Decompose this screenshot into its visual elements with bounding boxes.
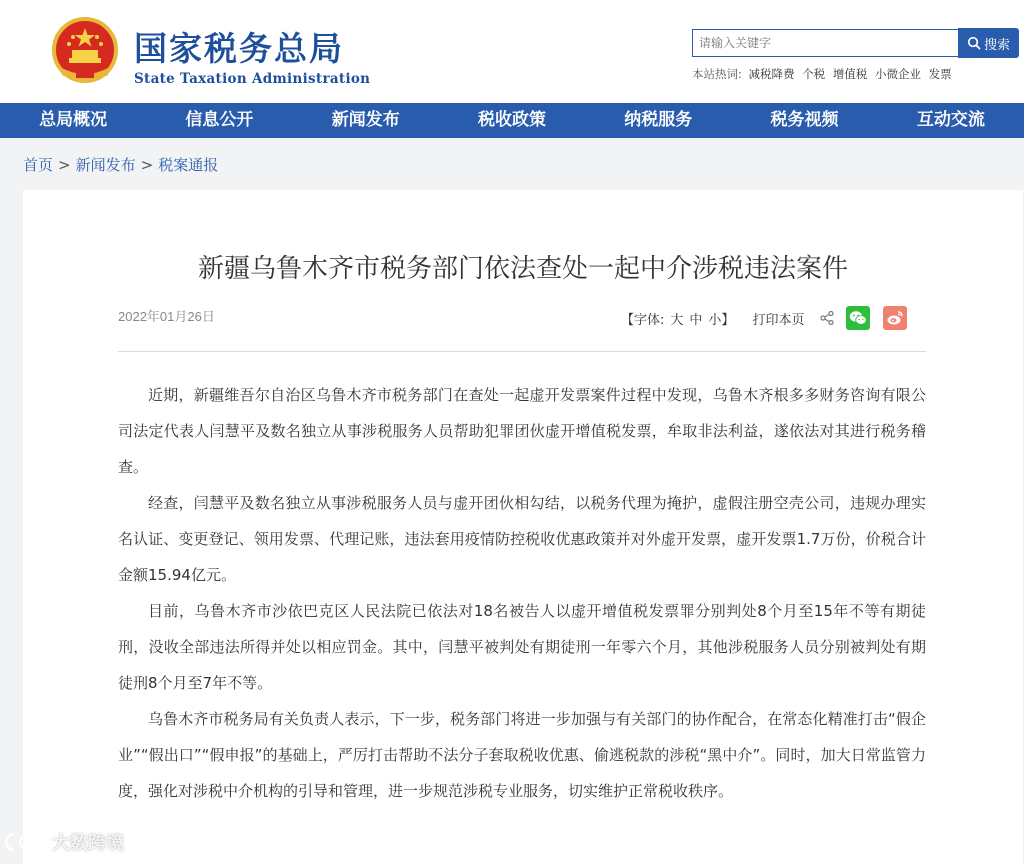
search-button-label: 搜索 xyxy=(983,36,1010,52)
search-icon xyxy=(967,36,981,50)
article-body xyxy=(118,377,926,809)
main-nav xyxy=(0,103,1024,138)
nav-item-info-disclosure[interactable]: 信息公开 xyxy=(185,110,254,130)
title-divider xyxy=(118,351,926,352)
watermark xyxy=(4,829,124,855)
site-title[interactable]: 国家税务总局 xyxy=(134,29,344,68)
breadcrumb xyxy=(23,154,218,175)
article-paragraph: 乌鲁木齐市税务局有关负责人表示，下一步，税务部门将进一步加强与有关部门的协作配合，在常态化精准打击“假企业”“假出口”“假申报”的基础上，严厉打击帮助不法分子套取税收优惠、偷逃税款的涉税“黑中介”。同时，加大日常监管力度，强化对涉税中介机构的引导和管理，进一步规范涉税专业服务，切实维护正常税收秩序。 xyxy=(118,710,926,800)
article-tools xyxy=(621,306,907,330)
nav-item-news[interactable]: 新闻发布 xyxy=(331,110,400,130)
breadcrumb-separator: > xyxy=(140,156,154,174)
hotword-link[interactable]: 增值税 xyxy=(832,67,868,81)
breadcrumb-separator: > xyxy=(58,156,71,174)
breadcrumb-home[interactable]: 首页 xyxy=(23,156,54,174)
breadcrumb-tax-cases[interactable]: 税案通报 xyxy=(158,156,219,174)
font-size-large[interactable]: 大 xyxy=(670,312,684,328)
font-size-medium[interactable]: 中 xyxy=(689,312,703,328)
nav-item-video[interactable]: 税务视频 xyxy=(770,110,839,130)
article-date: 2022年01月26日 xyxy=(118,309,215,324)
article-paragraph: 目前，乌鲁木齐市沙依巴克区人民法院已依法对18名被告人以虚开增值税发票罪分别判处8个月至15年不等有期徒刑，没收全部违法所得并处以相应罚金。其中，闫慧平被判处有期徒刑一年零六个月，其他涉税服务人员分别被判处有期徒刑8个月至7年不等。 xyxy=(118,602,926,692)
nav-item-taxpayer-service[interactable]: 纳税服务 xyxy=(624,110,693,130)
print-button[interactable]: 打印本页 xyxy=(752,312,805,328)
hotword-link[interactable]: 个税 xyxy=(802,67,826,81)
nav-item-interaction[interactable]: 互动交流 xyxy=(916,110,985,130)
weibo-share-button[interactable] xyxy=(883,306,907,330)
wechat-icon xyxy=(849,310,867,326)
watermark-text: 大数跨境 xyxy=(52,833,124,854)
font-size-small[interactable]: 小】 xyxy=(708,312,735,328)
site-subtitle: State Taxation Administration xyxy=(134,71,371,87)
nav-item-tax-policy[interactable]: 税收政策 xyxy=(477,110,546,130)
hotwords-label: 本站热词: xyxy=(692,67,742,81)
article-container xyxy=(23,190,1023,864)
nav-item-overview[interactable]: 总局概况 xyxy=(39,110,108,130)
search-button[interactable] xyxy=(958,28,1019,58)
watermark-logo-icon xyxy=(4,830,48,854)
hotwords xyxy=(692,66,956,82)
article-paragraph: 经查，闫慧平及数名独立从事涉税服务人员与虚开团伙相勾结，以税务代理为掩护，虚假注册空壳公司，违规办理实名认证、变更登记、领用发票、代理记账，违法套用疫情防控税收优惠政策并对外虚开发票，虚开发票1.7万份，价税合计金额15.94亿元。 xyxy=(118,494,926,584)
font-size-label: 【字体: xyxy=(621,312,665,328)
search-input[interactable] xyxy=(692,29,959,57)
share-icon[interactable] xyxy=(820,311,834,325)
hotword-link[interactable]: 减税降费 xyxy=(748,67,795,81)
site-header xyxy=(0,0,1024,103)
article-paragraph: 近期，新疆维吾尔自治区乌鲁木齐市税务部门在查处一起虚开发票案件过程中发现，乌鲁木齐根多多财务咨询有限公司法定代表人闫慧平及数名独立从事涉税服务人员帮助犯罪团伙虚开增值税发票，牟取非法利益，遂依法对其进行税务稽查。 xyxy=(118,386,926,476)
hotword-link[interactable]: 发票 xyxy=(928,67,952,81)
wechat-share-button[interactable] xyxy=(846,306,870,330)
breadcrumb-news[interactable]: 新闻发布 xyxy=(75,156,136,174)
hotword-link[interactable]: 小微企业 xyxy=(875,67,921,81)
article-title: 新疆乌鲁木齐市税务部门依法查处一起中介涉税违法案件 xyxy=(197,254,848,284)
national-emblem-icon[interactable] xyxy=(52,17,118,85)
weibo-icon xyxy=(886,310,904,326)
